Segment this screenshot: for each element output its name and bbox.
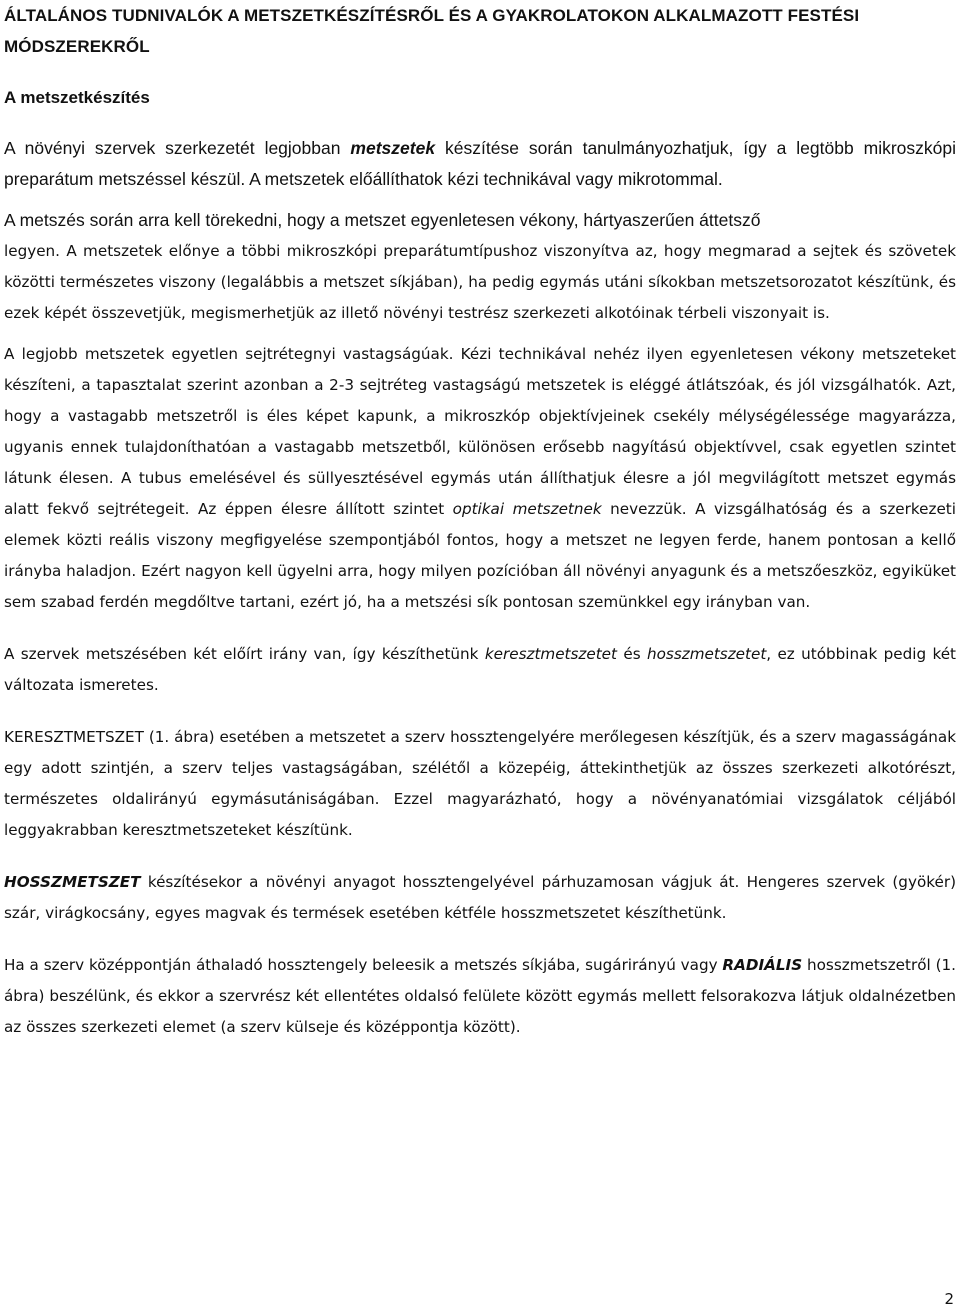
directions-text-before: A szervek metszésében két előírt irány van, így készíthetünk	[4, 645, 485, 663]
cross-section-heading-term: KERESZTMETSZET	[4, 728, 144, 746]
intro-text-after: készítése során tanulmányozhatjuk, így a legtöbb mikroszkópi preparátum metszéssel készül. A metszetek előállíthatok kézi technikával vagy mikrotommal.	[4, 138, 957, 189]
paragraph-cross-section	[4, 722, 956, 846]
cutting-aim-line: A metszés során arra kell törekedni, hogy a metszet egyenletesen vékony, hártyaszerűen áttetsző	[4, 210, 761, 230]
longitudinal-section-text: készítésekor a növényi anyagot hossztengelyével párhuzamosan vágjuk át. Hengeres szervek (gyökér) szár, virágkocsány, egyes magvak és termések esetében kétféle hosszmetszetet készíthetünk.	[4, 873, 956, 922]
radial-term: RADIÁLIS	[722, 956, 803, 974]
paragraph-radial-section	[4, 950, 956, 1043]
intro-emphasis: metszetek	[350, 138, 436, 158]
optical-section-term: optikai metszetnek	[452, 500, 602, 518]
directions-text-after: , ez utóbbinak pedig két változata ismeretes.	[4, 645, 956, 694]
intro-text-before: A növényi szervek szerkezetét legjobban	[4, 138, 351, 158]
longitudinal-section-term-inline: hosszmetszetet	[646, 645, 767, 663]
paragraph-longitudinal-section	[4, 867, 956, 929]
radial-text-before: Ha a szerv középpontján áthaladó hossztengely beleesik a metszés síkjába, sugárirányú vagy	[4, 956, 723, 974]
cross-section-term-inline: keresztmetszetet	[484, 645, 617, 663]
paragraph-directions	[4, 639, 956, 701]
radial-text-after: hosszmetszetről (1. ábra) beszélünk, és ekkor a szervrész két ellentétes oldalsó felülete között egymás mellett felsorakozva látjuk oldalnézetben az összes szerkezeti elemet (a szerv külseje és középpontja között).	[4, 956, 956, 1036]
page-number: 2	[944, 1290, 954, 1308]
section-heading: A metszetkészítés	[4, 88, 150, 107]
page-title: ÁLTALÁNOS TUDNIVALÓK A METSZETKÉSZÍTÉSRŐL ÉS A GYAKROLATOKON ALKALMAZOTT FESTÉSI MÓDSZEREKRŐL	[4, 6, 860, 56]
paragraph-best-sections	[4, 339, 956, 618]
intro-paragraph	[4, 133, 956, 195]
best-sections-text-before: A legjobb metszetek egyetlen sejtrétegnyi vastagságúak. Kézi technikával nehéz ilyen egyenletesen vékony metszeteket készíteni, a tapasztalat szerint azonban a 2-3 sejtréteg vastagságú metszetek is eléggé átlátszóak, és jól vizsgálhatók. Azt, hogy a vastagabb metszetről is éles képet kapunk, a mikroszkóp objektívjeinek csekély mélységélessége magyarázza, ugyanis ennek tulajdoníthatóan a vastagabb metszetből, különösen erősebb nagyítású objektívvel, csak egyetlen szintet látunk élesen. A tubus emelésével és süllyesztésével egymás után állíthatjuk élesre a jól megvilágított metszet egymás alatt fekvő sejtrétegeit. Az éppen élesre állított szintet	[4, 345, 956, 518]
document-page	[4, 0, 956, 1043]
paragraph-advantages: legyen. A metszetek előnye a többi mikroszkópi preparátumtípushoz viszonyítva az, hogy megmarad a sejtek és szövetek közötti természetes viszony (legalábbis a metszet síkjában), ha pedig egymás utáni síkokban metszetsorozatot készítünk, és ezek képét összevetjük, megismerhetjük az illető növényi testrész szerkezeti alkotóinak térbeli viszonyait is.	[4, 242, 956, 322]
cross-section-text: (1. ábra) esetében a metszetet a szerv hossztengelyére merőlegesen készítjük, és a szerv magasságának egy adott szintjén, a szerv teljes vastagságában, szélétől a közepéig, áttekinthetjük az összes szerkezeti alkotórészt, természetes oldalirányú egymásutániságában. Ezzel magyarázható, hogy a növényanatómiai vizsgálatok céljából leggyakrabban keresztmetszeteket készítünk.	[4, 728, 956, 839]
longitudinal-section-heading-term: HOSSZMETSZET	[4, 873, 141, 891]
best-sections-text-after: nevezzük. A vizsgálhatóság és a szerkezeti elemek közti reális viszony megfigyelése szempontjából fontos, hogy a metszet ne legyen ferde, hanem pontosan a kellő irányba haladjon. Ezért nagyon kell ügyelni arra, hogy milyen pozícióban áll növényi anyagunk és a metszőeszköz, egyiküket sem szabad ferdén megdőltve tartani, ezért jó, ha a metszési sík pontosan szemünkkel egy irányban van.	[4, 500, 956, 611]
directions-text-mid: és	[617, 645, 647, 663]
